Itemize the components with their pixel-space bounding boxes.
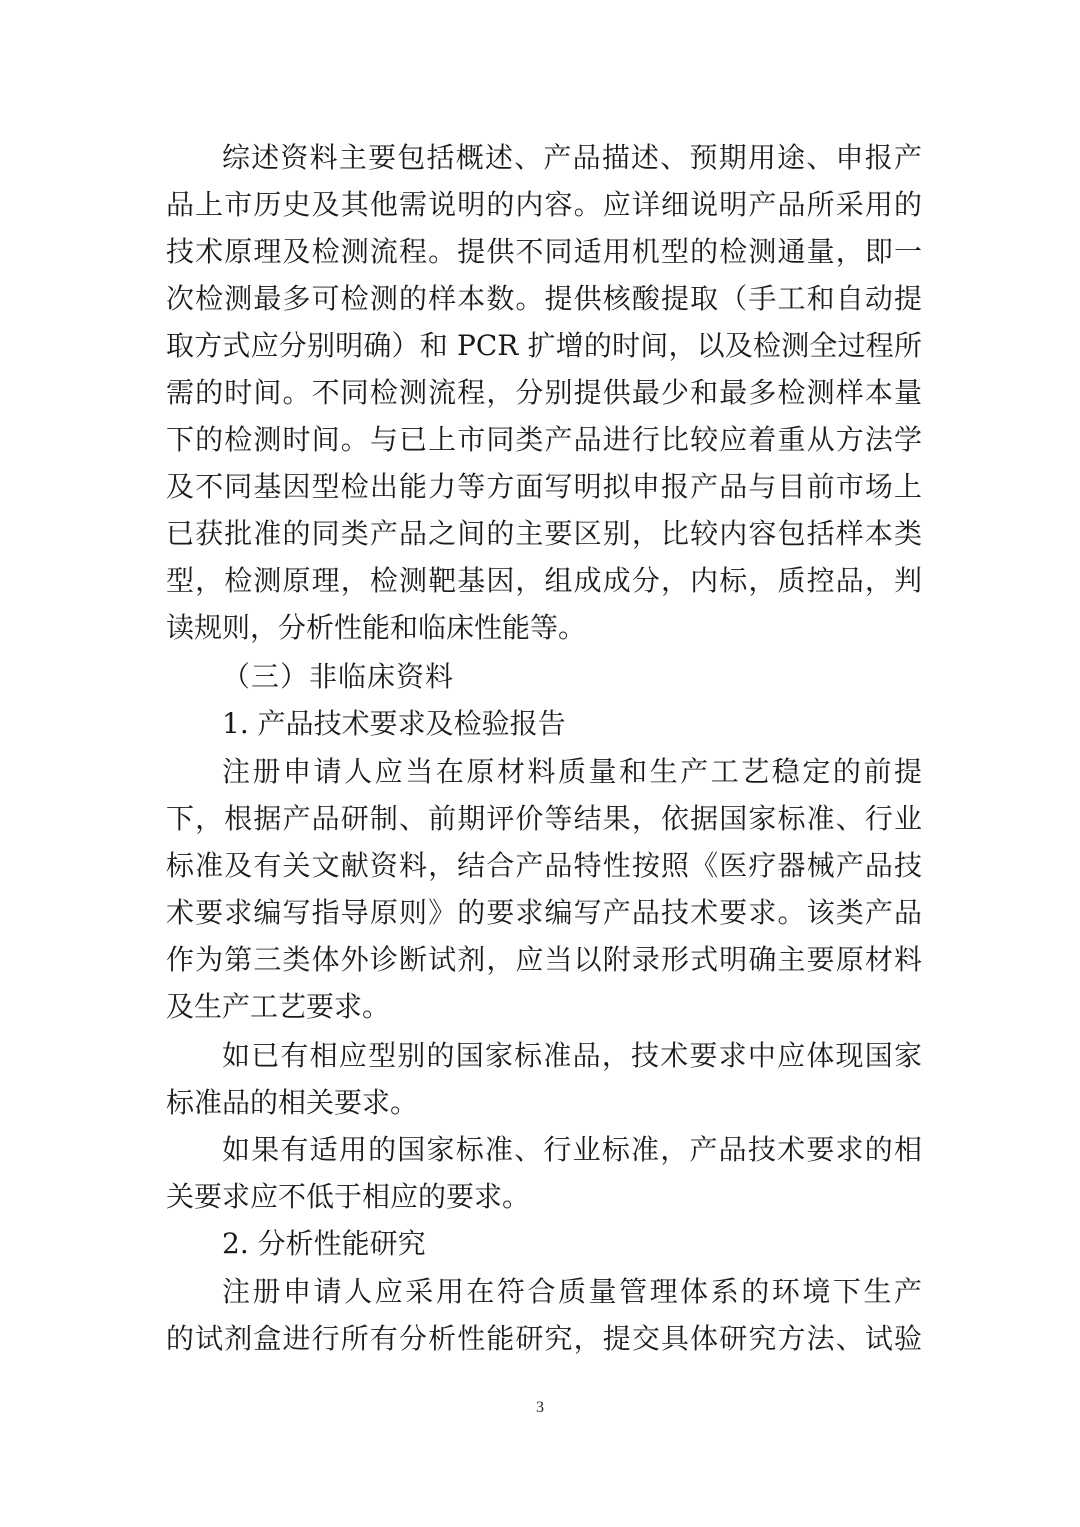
- paragraph-line: 术要求编写指导原则》的要求编写产品技术要求。该类产品: [166, 896, 922, 929]
- paragraph-line: 关要求应不低于相应的要求。: [166, 1180, 531, 1213]
- paragraph-line: 下，根据产品研制、前期评价等结果，依据国家标准、行业: [166, 802, 922, 835]
- paragraph-line: 注册申请人应当在原材料质量和生产工艺稳定的前提: [222, 755, 922, 788]
- subheading: 1. 产品技术要求及检验报告: [222, 707, 566, 740]
- paragraph-line: 及生产工艺要求。: [166, 990, 391, 1023]
- paragraph-line: 读规则，分析性能和临床性能等。: [166, 611, 587, 644]
- paragraph-line: 次检测最多可检测的样本数。提供核酸提取（手工和自动提: [166, 282, 922, 315]
- paragraph-line: 综述资料主要包括概述、产品描述、预期用途、申报产: [222, 141, 922, 174]
- paragraph-line: 下的检测时间。与已上市同类产品进行比较应着重从方法学: [166, 423, 922, 456]
- paragraph-line: 如已有相应型别的国家标准品，技术要求中应体现国家: [222, 1039, 922, 1072]
- paragraph-line: 标准及有关文献资料，结合产品特性按照《医疗器械产品技: [166, 849, 922, 882]
- paragraph-line: 的试剂盒进行所有分析性能研究，提交具体研究方法、试验: [166, 1322, 922, 1355]
- paragraph-line: 标准品的相关要求。: [166, 1086, 419, 1119]
- paragraph-line: 作为第三类体外诊断试剂，应当以附录形式明确主要原材料: [166, 943, 922, 976]
- section-heading: （三）非临床资料: [222, 660, 455, 693]
- paragraph-line: 品上市历史及其他需说明的内容。应详细说明产品所采用的: [166, 188, 922, 221]
- paragraph-line: 注册申请人应采用在符合质量管理体系的环境下生产: [222, 1275, 922, 1308]
- paragraph-line: 取方式应分别明确）和 PCR 扩增的时间，以及检测全过程所: [166, 329, 922, 362]
- paragraph-line: 需的时间。不同检测流程，分别提供最少和最多检测样本量: [166, 376, 922, 409]
- paragraph-line: 如果有适用的国家标准、行业标准，产品技术要求的相: [222, 1133, 922, 1166]
- paragraph-line: 已获批准的同类产品之间的主要区别，比较内容包括样本类: [166, 517, 922, 550]
- paragraph-line: 型，检测原理，检测靶基因，组成成分，内标，质控品，判: [166, 564, 922, 597]
- paragraph-line: 技术原理及检测流程。提供不同适用机型的检测通量，即一: [166, 235, 922, 268]
- page-number: 3: [536, 1399, 544, 1416]
- subheading: 2. 分析性能研究: [222, 1227, 426, 1260]
- paragraph-line: 及不同基因型检出能力等方面写明拟申报产品与目前市场上: [166, 470, 922, 503]
